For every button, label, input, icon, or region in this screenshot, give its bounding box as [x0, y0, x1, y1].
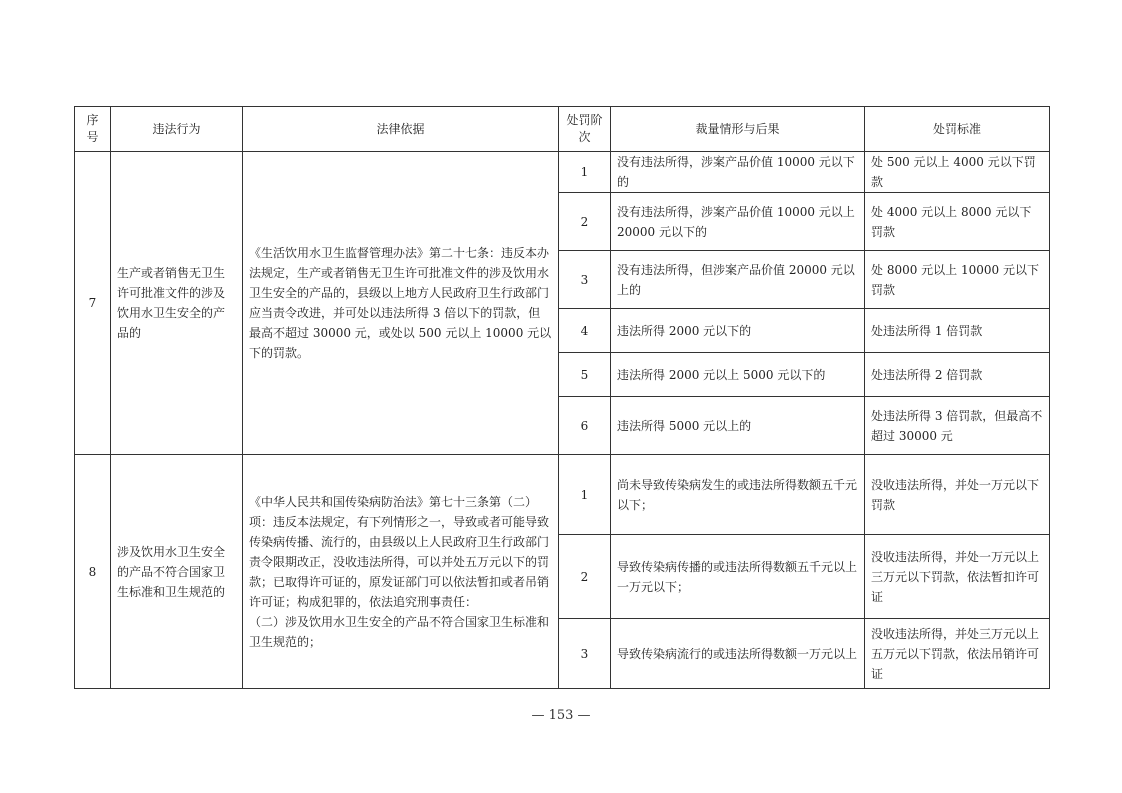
- penalty-level: 3: [559, 251, 611, 309]
- penalty-standard: 处违法所得 1 倍罚款: [865, 309, 1050, 353]
- penalty-level: 4: [559, 309, 611, 353]
- penalty-standard: 处违法所得 2 倍罚款: [865, 353, 1050, 397]
- penalty-level: 2: [559, 193, 611, 251]
- table-row: [75, 455, 1050, 535]
- penalty-standard: 处 8000 元以上 10000 元以下罚款: [865, 251, 1050, 309]
- penalty-standard: 没收违法所得，并处三万元以上五万元以下罚款，依法吊销许可证: [865, 619, 1050, 689]
- legal-basis: 《生活饮用水卫生监督管理办法》第二十七条：违反本办法规定，生产或者销售无卫生许可批准文件的涉及饮用水卫生安全的产品的，县级以上地方人民政府卫生行政部门应当责令改进，并可处以违法所得 3 倍以下的罚款，但最高不超过 30000 元，或处以 500 元以上 10000 元以下的罚款。: [243, 152, 559, 455]
- penalty-standard: 处违法所得 3 倍罚款，但最高不超过 30000 元: [865, 397, 1050, 455]
- circumstance: 违法所得 2000 元以下的: [611, 309, 865, 353]
- penalty-standard: 没收违法所得，并处一万元以上三万元以下罚款，依法暂扣许可证: [865, 535, 1050, 619]
- header-num: 序号: [75, 107, 111, 152]
- penalty-level: 1: [559, 152, 611, 193]
- penalty-level: 5: [559, 353, 611, 397]
- legal-basis: [243, 455, 559, 689]
- penalty-table: [74, 106, 1050, 689]
- violation-act: 生产或者销售无卫生许可批准文件的涉及饮用水卫生安全的产品的: [111, 152, 243, 455]
- page-number: — 153 —: [531, 708, 591, 723]
- penalty-standard: 处 500 元以上 4000 元以下罚款: [865, 152, 1050, 193]
- header-circumstance: 裁量情形与后果: [611, 107, 865, 152]
- penalty-standard: 处 4000 元以上 8000 元以下罚款: [865, 193, 1050, 251]
- circumstance: 违法所得 5000 元以上的: [611, 397, 865, 455]
- header-level: 处罚阶次: [559, 107, 611, 152]
- circumstance: 没有违法所得，但涉案产品价值 20000 元以上的: [611, 251, 865, 309]
- header-basis: 法律依据: [243, 107, 559, 152]
- header-standard: 处罚标准: [865, 107, 1050, 152]
- penalty-standard: 没收违法所得，并处一万元以下罚款: [865, 455, 1050, 535]
- legal-basis-item: （二）涉及饮用水卫生安全的产品不符合国家卫生标准和卫生规范的；: [249, 614, 550, 649]
- circumstance: 违法所得 2000 元以上 5000 元以下的: [611, 353, 865, 397]
- circumstance: 没有违法所得，涉案产品价值 10000 元以下的: [611, 152, 865, 193]
- penalty-level: 1: [559, 455, 611, 535]
- table-row: [75, 152, 1050, 193]
- circumstance: 没有违法所得，涉案产品价值 10000 元以上 20000 元以下的: [611, 193, 865, 251]
- circumstance: 导致传染病传播的或违法所得数额五千元以上一万元以下；: [611, 535, 865, 619]
- penalty-level: 6: [559, 397, 611, 455]
- circumstance: 导致传染病流行的或违法所得数额一万元以上: [611, 619, 865, 689]
- penalty-level: 2: [559, 535, 611, 619]
- penalty-level: 3: [559, 619, 611, 689]
- row-number: 8: [75, 455, 111, 689]
- circumstance: 尚未导致传染病发生的或违法所得数额五千元以下；: [611, 455, 865, 535]
- violation-act: 涉及饮用水卫生安全的产品不符合国家卫生标准和卫生规范的: [111, 455, 243, 689]
- legal-basis-text: 《中华人民共和国传染病防治法》第七十三条第（二）项：违反本法规定，有下列情形之一，导致或者可能导致传染病传播、流行的，由县级以上人民政府卫生行政部门责令限期改正，没收违法所得，可以并处五万元以下的罚款；已取得许可证的，原发证部门可以依法暂扣或者吊销许可证；构成犯罪的，依法追究刑事责任：: [249, 494, 550, 609]
- header-act: 违法行为: [111, 107, 243, 152]
- row-number: 7: [75, 152, 111, 455]
- header-row: [75, 107, 1050, 152]
